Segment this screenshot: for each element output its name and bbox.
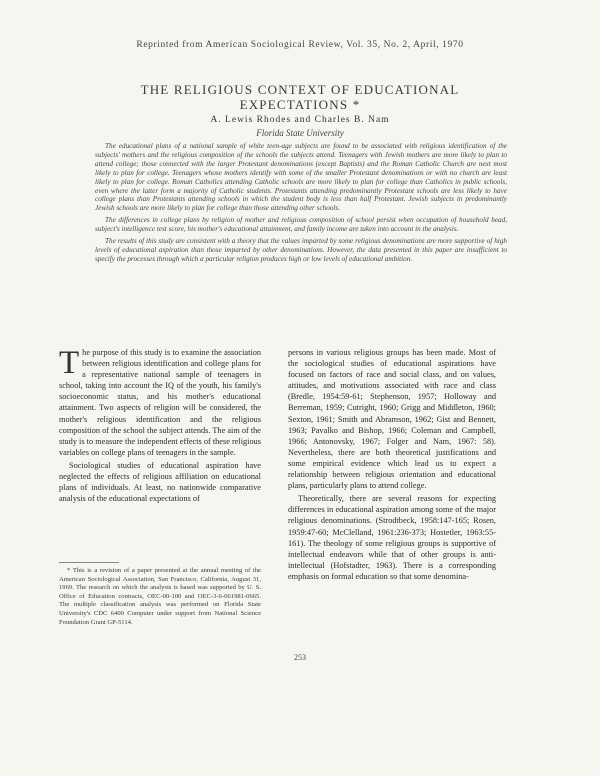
abstract-paragraph: The results of this study are consistent with a theory that the values imparted by some religious denominations are more supportive of high levels of educational aspiration than those imparted by other denominations. However, the data presented in this paper are insufficient to specify the processes through which a particular religion produces high or low levels of educational ambition. (95, 237, 507, 263)
body-column-left (59, 347, 261, 506)
body-paragraph: Theoretically, there are several reasons for expecting differences in educational aspiration among some of the major religious denominations. (Strodtbeck, 1958:147-165; Rosen, 1959:47-60; McClelland, 1961:236-373; Hostetler, 1963:55-161). The theology of some religious groups is supportive of intellectual endeavors while that of other groups is anti-intellectual (Hofstadter, 1963). There is a corresponding emphasis on formal education so that some denomina- (288, 494, 496, 581)
body-paragraph (59, 347, 261, 458)
body-paragraph-text: he purpose of this study is to examine the association between religious identification and college plans for a representative national sample of teenagers in school, taking into account the IQ of the youth, his family's socioeconomic status, and his mother's educational attainment. Two aspects of religion will be considered, the mother's religious identification and the religious composition of the school the subject attends. The aim of the study is to measure the independent effects of these religious variables on college plans of teenagers in the sample. (59, 348, 261, 457)
footnote-text: * This is a revision of a paper presented at the annual meeting of the American Sociological Association, San Francisco, California, August 31, 1969. The research on which the analysis is based was supported by U. S. Office of Education contracts, OEC-00-100 and OEC-3-6-061981-0665. The multiple classification analysis was performed on Florida State University's CDC 6400 Computer under support from National Science Foundation Grant GP-5114. (59, 567, 261, 626)
page-number: 253 (294, 653, 306, 662)
footnote-divider (59, 562, 119, 563)
drop-cap: T (59, 345, 80, 381)
author-affiliation: Florida State University (256, 128, 344, 138)
footnote (59, 567, 261, 627)
abstract (95, 142, 507, 267)
abstract-paragraph: The educational plans of a national sample of white teen-age subjects are found to be associated with religious identification of the subjects' mothers and the religious composition of the schools the subjects attend. Teenagers with Jewish mothers are more likely to plan to attend college; those connected with the larger Protestant denominations (except Baptists) and the Roman Catholic Church are next most likely to plan for college. Teenagers whose mothers identify with some of the smaller Protestant denominations or with no church are least likely to plan for college. Roman Catholics attending Catholic schools are more likely to plan for college than Catholics in public schools, even where the latter form a majority of Catholic students. Protestants attending predominantly Protestant schools are less likely to have college plans than Protestants attending schools in which the student body is less than half Protestant. Jewish subjects in predominantly Jewish schools are more likely to plan for college than those attending other schools. (95, 142, 507, 213)
abstract-paragraph: The differences in college plans by religion of mother and religious composition of school persist when occupation of household head, subject's intelligence test score, his mother's educational attainment, and family income are taken into account in the analysis. (95, 216, 507, 234)
body-paragraph: persons in various religious groups has been made. Most of the sociological studies of educational aspirations have focused on factors of race and social class, and on values, attitudes, and motivations associated with race and class (Bredle, 1954:59-61; Stephenson, 1957; Holloway and Berreman, 1959; Cutright, 1960; Grigg and Middleton, 1960; Sexton, 1961; Smith and Abramson, 1962; Gist and Bennett, 1963; Pavalko and Bishop, 1966; Coleman and Campbell, 1966; Antonovsky, 1967; Folger and Nam, 1967: 58). Nevertheless, there are both theoretical justifications and some empirical evidence which lead us to expect a relationship between religious orientation and educational plans, particularly plans to attend college. (288, 348, 496, 491)
article-title: THE RELIGIOUS CONTEXT OF EDUCATIONAL EXPECTATIONS * (140, 82, 460, 112)
article-authors: A. Lewis Rhodes and Charles B. Nam (210, 115, 390, 125)
body-column-right (288, 347, 496, 584)
body-paragraph: Sociological studies of educational aspiration have neglected the effects of religious affiliation on educational plans of individuals. At least, no nationwide comparative analysis of the educational expectations of (59, 460, 261, 504)
reprint-line: Reprinted from American Sociological Review, Vol. 35, No. 2, April, 1970 (136, 40, 464, 50)
